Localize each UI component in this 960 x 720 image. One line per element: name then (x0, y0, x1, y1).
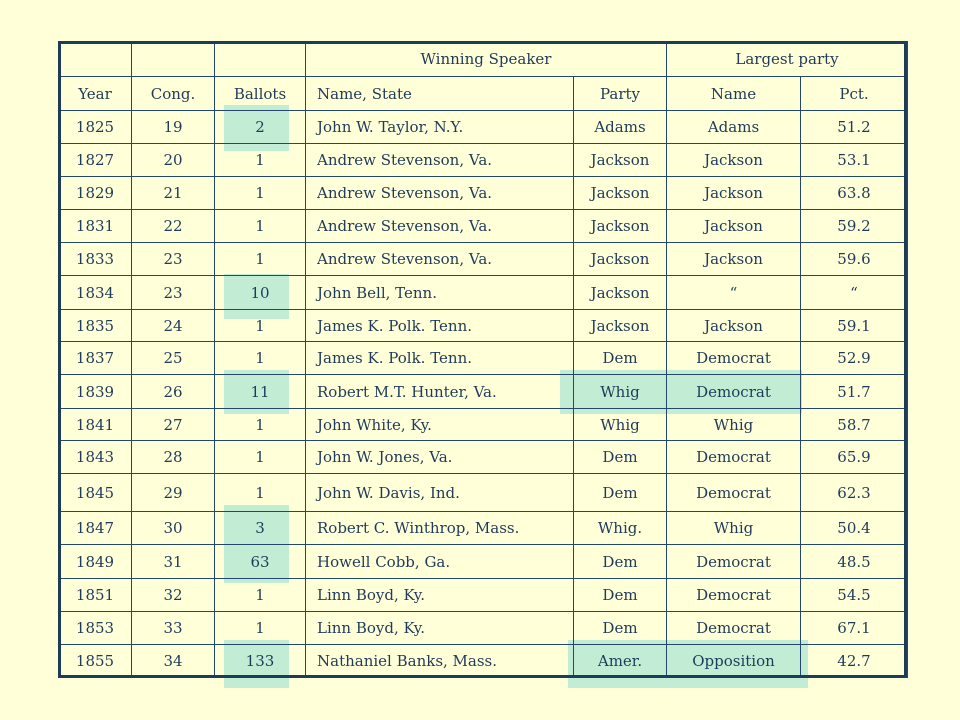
cell-largest-party-name: Democrat (667, 342, 801, 375)
table-row (59, 111, 908, 144)
cell-year: 1829 (59, 177, 132, 210)
cell-speaker-party: Adams (574, 111, 667, 144)
cell-speaker-name-state: Andrew Stevenson, Va. (306, 144, 574, 177)
cell-speaker-name-state: John W. Jones, Va. (306, 441, 574, 474)
cell-speaker-party: Jackson (574, 144, 667, 177)
cell-speaker-party: Jackson (574, 276, 667, 310)
cell-largest-party-name: Adams (667, 111, 801, 144)
cell-year: 1853 (59, 612, 132, 645)
cell-ballots: 10 (215, 276, 306, 310)
cell-speaker-name-state: John W. Davis, Ind. (306, 474, 574, 512)
cell-speaker-party: Dem (574, 441, 667, 474)
cell-largest-party-name: “ (667, 276, 801, 310)
cell-year: 1837 (59, 342, 132, 375)
cell-largest-party-pct: 48.5 (801, 545, 908, 579)
cell-speaker-name-state: Andrew Stevenson, Va. (306, 210, 574, 243)
cell-ballots: 11 (215, 375, 306, 409)
cell-largest-party-name: Whig (667, 512, 801, 545)
cell-speaker-party: Jackson (574, 310, 667, 342)
cell-speaker-name-state: Andrew Stevenson, Va. (306, 243, 574, 276)
cell-year: 1833 (59, 243, 132, 276)
cell-largest-party-name: Jackson (667, 243, 801, 276)
header-group-row (59, 42, 908, 77)
cell-congress: 20 (132, 144, 215, 177)
cell-congress: 32 (132, 579, 215, 612)
header-largest-party: Largest party (667, 42, 908, 77)
cell-congress: 19 (132, 111, 215, 144)
cell-congress: 28 (132, 441, 215, 474)
cell-speaker-name-state: James K. Polk. Tenn. (306, 342, 574, 375)
cell-largest-party-pct: 58.7 (801, 409, 908, 441)
cell-congress: 34 (132, 645, 215, 678)
cell-congress: 25 (132, 342, 215, 375)
table-row (59, 177, 908, 210)
cell-largest-party-pct: “ (801, 276, 908, 310)
table-body (59, 111, 908, 678)
cell-speaker-party: Whig (574, 375, 667, 409)
cell-year: 1841 (59, 409, 132, 441)
cell-congress: 27 (132, 409, 215, 441)
header-group-empty (59, 42, 132, 77)
table-row (59, 243, 908, 276)
cell-ballots: 1 (215, 474, 306, 512)
column-header-congress: Cong. (132, 77, 215, 111)
cell-largest-party-name: Democrat (667, 441, 801, 474)
cell-year: 1843 (59, 441, 132, 474)
column-header-name-state: Name, State (306, 77, 574, 111)
cell-speaker-party: Jackson (574, 210, 667, 243)
cell-largest-party-pct: 50.4 (801, 512, 908, 545)
cell-speaker-party: Dem (574, 612, 667, 645)
cell-ballots: 1 (215, 144, 306, 177)
cell-largest-party-name: Democrat (667, 545, 801, 579)
cell-largest-party-pct: 51.7 (801, 375, 908, 409)
cell-largest-party-name: Democrat (667, 612, 801, 645)
cell-largest-party-pct: 53.1 (801, 144, 908, 177)
cell-congress: 33 (132, 612, 215, 645)
cell-speaker-name-state: Nathaniel Banks, Mass. (306, 645, 574, 678)
cell-largest-party-pct: 52.9 (801, 342, 908, 375)
cell-ballots: 1 (215, 409, 306, 441)
cell-speaker-name-state: Howell Cobb, Ga. (306, 545, 574, 579)
cell-largest-party-pct: 67.1 (801, 612, 908, 645)
column-header-year: Year (59, 77, 132, 111)
cell-largest-party-name: Jackson (667, 177, 801, 210)
table-row (59, 342, 908, 375)
cell-year: 1825 (59, 111, 132, 144)
cell-largest-party-name: Jackson (667, 310, 801, 342)
cell-year: 1851 (59, 579, 132, 612)
cell-ballots: 1 (215, 441, 306, 474)
cell-largest-party-name: Whig (667, 409, 801, 441)
table-row (59, 210, 908, 243)
cell-congress: 23 (132, 243, 215, 276)
cell-year: 1827 (59, 144, 132, 177)
cell-year: 1845 (59, 474, 132, 512)
cell-congress: 22 (132, 210, 215, 243)
table-row (59, 612, 908, 645)
cell-ballots: 63 (215, 545, 306, 579)
cell-year: 1849 (59, 545, 132, 579)
table-row (59, 409, 908, 441)
cell-congress: 24 (132, 310, 215, 342)
cell-year: 1831 (59, 210, 132, 243)
cell-speaker-party: Jackson (574, 243, 667, 276)
speaker-elections-table (58, 41, 908, 678)
cell-speaker-name-state: Robert M.T. Hunter, Va. (306, 375, 574, 409)
cell-speaker-name-state: Andrew Stevenson, Va. (306, 177, 574, 210)
cell-largest-party-pct: 59.1 (801, 310, 908, 342)
cell-ballots: 1 (215, 342, 306, 375)
cell-congress: 21 (132, 177, 215, 210)
cell-speaker-name-state: Linn Boyd, Ky. (306, 612, 574, 645)
cell-congress: 23 (132, 276, 215, 310)
cell-speaker-party: Jackson (574, 177, 667, 210)
cell-ballots: 3 (215, 512, 306, 545)
cell-speaker-name-state: John White, Ky. (306, 409, 574, 441)
header-group-empty (132, 42, 215, 77)
cell-speaker-party: Dem (574, 579, 667, 612)
table-row (59, 579, 908, 612)
cell-speaker-name-state: Linn Boyd, Ky. (306, 579, 574, 612)
cell-ballots: 1 (215, 310, 306, 342)
column-header-pct: Pct. (801, 77, 908, 111)
cell-year: 1834 (59, 276, 132, 310)
cell-largest-party-pct: 59.2 (801, 210, 908, 243)
cell-largest-party-pct: 65.9 (801, 441, 908, 474)
table-row (59, 375, 908, 409)
table-row (59, 276, 908, 310)
cell-ballots: 1 (215, 210, 306, 243)
header-winning-speaker: Winning Speaker (306, 42, 667, 77)
cell-speaker-name-state: Robert C. Winthrop, Mass. (306, 512, 574, 545)
cell-speaker-party: Dem (574, 342, 667, 375)
column-header-row (59, 77, 908, 111)
table-row (59, 645, 908, 678)
table-row (59, 545, 908, 579)
cell-largest-party-pct: 59.6 (801, 243, 908, 276)
cell-congress: 31 (132, 545, 215, 579)
cell-congress: 29 (132, 474, 215, 512)
cell-largest-party-name: Opposition (667, 645, 801, 678)
cell-ballots: 1 (215, 243, 306, 276)
cell-congress: 26 (132, 375, 215, 409)
cell-largest-party-name: Democrat (667, 579, 801, 612)
cell-largest-party-name: Democrat (667, 474, 801, 512)
cell-year: 1855 (59, 645, 132, 678)
cell-largest-party-name: Jackson (667, 144, 801, 177)
cell-largest-party-name: Democrat (667, 375, 801, 409)
cell-speaker-name-state: John Bell, Tenn. (306, 276, 574, 310)
cell-ballots: 1 (215, 579, 306, 612)
table-row (59, 512, 908, 545)
cell-largest-party-pct: 63.8 (801, 177, 908, 210)
cell-largest-party-pct: 62.3 (801, 474, 908, 512)
cell-speaker-party: Whig. (574, 512, 667, 545)
table-row (59, 474, 908, 512)
cell-ballots: 2 (215, 111, 306, 144)
cell-largest-party-pct: 51.2 (801, 111, 908, 144)
cell-speaker-party: Whig (574, 409, 667, 441)
column-header-ballots: Ballots (215, 77, 306, 111)
cell-speaker-party: Dem (574, 474, 667, 512)
cell-ballots: 1 (215, 177, 306, 210)
cell-speaker-party: Dem (574, 545, 667, 579)
cell-speaker-name-state: James K. Polk. Tenn. (306, 310, 574, 342)
column-header-largest-party-name: Name (667, 77, 801, 111)
cell-largest-party-pct: 54.5 (801, 579, 908, 612)
cell-year: 1839 (59, 375, 132, 409)
column-header-party: Party (574, 77, 667, 111)
cell-year: 1835 (59, 310, 132, 342)
cell-year: 1847 (59, 512, 132, 545)
cell-speaker-name-state: John W. Taylor, N.Y. (306, 111, 574, 144)
table-row (59, 441, 908, 474)
cell-largest-party-pct: 42.7 (801, 645, 908, 678)
cell-ballots: 133 (215, 645, 306, 678)
cell-congress: 30 (132, 512, 215, 545)
header-group-empty (215, 42, 306, 77)
cell-largest-party-name: Jackson (667, 210, 801, 243)
cell-ballots: 1 (215, 612, 306, 645)
table-row (59, 144, 908, 177)
cell-speaker-party: Amer. (574, 645, 667, 678)
table-row (59, 310, 908, 342)
